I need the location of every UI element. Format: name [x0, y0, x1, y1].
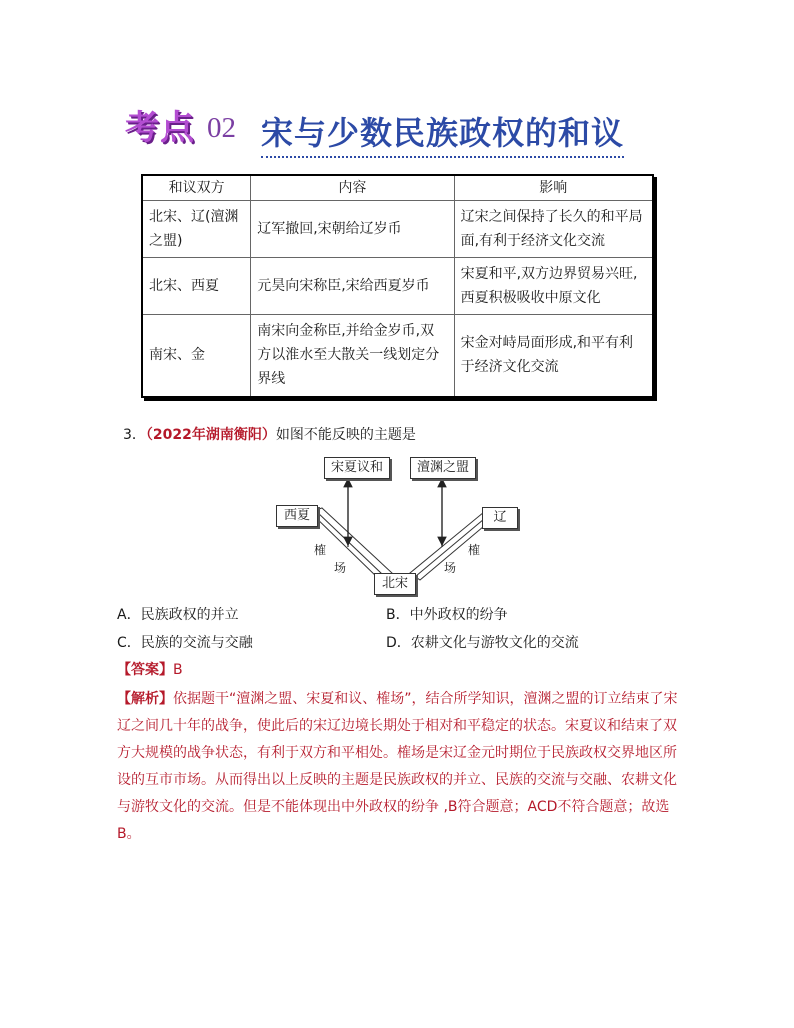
label-chang-left: 场 — [334, 561, 347, 575]
option-a[interactable]: A．民族政权的并立 — [117, 607, 239, 623]
table-row — [142, 315, 653, 397]
option-b[interactable]: B．中外政权的纷争 — [386, 607, 508, 623]
analysis-text: 依据题干“澶渊之盟、宋夏和议、榷场”，结合所学知识，澶渊之盟的订立结束了宋辽之间几十年的战争，使此后的宋辽边境长期处于相对和平稳定的状态。宋夏议和结束了双方大规模的战争状态，有利于双方和平相处。榷场是宋辽金元时期位于民族政权交界地区所设的互市市场。从而得出以上反映的主题是民族政权的并立、民族的交流与交融、农耕文化与游牧文化的交流。但是不能体现出中外政权的纷争 ,B符合题意；ACD不符合题意；故选B。 — [117, 691, 678, 842]
table-cell: 辽宋之间保持了长久的和平局面,有利于经济文化交流 — [454, 201, 653, 258]
table-cell: 元昊向宋称臣,宋给西夏岁币 — [251, 258, 454, 315]
column-header: 和议双方 — [142, 175, 251, 201]
question-source: （2022年湖南衡阳） — [145, 427, 276, 443]
question-number: 3． — [123, 427, 146, 443]
analysis-block — [117, 686, 679, 848]
analysis-label: 【解析】 — [117, 691, 173, 707]
table-header-row — [142, 175, 653, 201]
question-text: 如图不能反映的主题是 — [275, 427, 416, 443]
label-que-right: 榷 — [468, 543, 481, 557]
label-que-left: 榷 — [314, 543, 327, 557]
answer-value: B — [173, 662, 183, 678]
box-song-xia-peace: 宋夏议和 — [324, 457, 390, 479]
table-cell: 南宋、金 — [142, 315, 251, 397]
table-cell: 辽军撤回,宋朝给辽岁币 — [251, 201, 454, 258]
column-header: 内容 — [251, 175, 454, 201]
table-cell: 北宋、辽(澶渊之盟) — [142, 201, 251, 258]
table-cell: 宋金对峙局面形成,和平有利于经济文化交流 — [454, 315, 653, 397]
section-number: 02 — [207, 112, 236, 144]
section-title: 宋与少数民族政权的和议 — [261, 108, 624, 158]
box-chanyuan-treaty: 澶渊之盟 — [410, 457, 476, 479]
answer-line — [117, 659, 183, 679]
question-stem — [123, 424, 416, 444]
section-header — [125, 100, 645, 150]
treaty-table — [141, 174, 654, 398]
question-diagram — [270, 455, 530, 605]
column-header: 影响 — [454, 175, 653, 201]
label-chang-right: 场 — [444, 561, 457, 575]
box-beisong: 北宋 — [374, 573, 416, 595]
box-xixia: 西夏 — [276, 505, 318, 527]
table-cell: 南宋向金称臣,并给金岁币,双方以淮水至大散关一线划定分界线 — [251, 315, 454, 397]
kaodian-label: 考点 — [125, 108, 195, 148]
option-c[interactable]: C．民族的交流与交融 — [117, 635, 253, 651]
table-row — [142, 201, 653, 258]
table-cell: 宋夏和平,双方边界贸易兴旺,西夏积极吸收中原文化 — [454, 258, 653, 315]
table-cell: 北宋、西夏 — [142, 258, 251, 315]
box-liao: 辽 — [482, 507, 518, 529]
option-d[interactable]: D．农耕文化与游牧文化的交流 — [386, 635, 579, 651]
table-row — [142, 258, 653, 315]
answer-label: 【答案】 — [117, 662, 173, 678]
